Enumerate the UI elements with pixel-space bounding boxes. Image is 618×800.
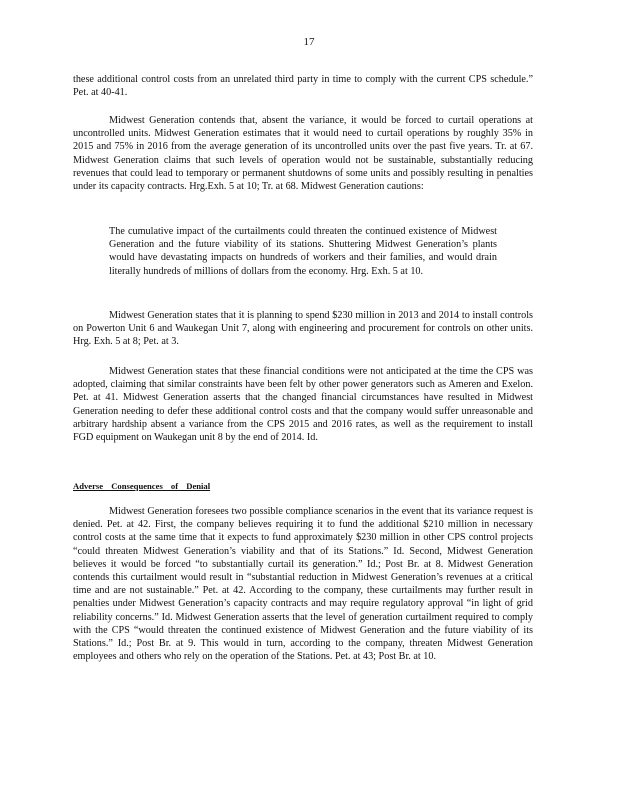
paragraph-financial-conditions: Midwest Generation states that these financial conditions were not anticipated at the time the CPS was adopted, claiming that similar constraints have been felt by other power generators such as Ameren and Exelon. Pet. at 41. Midwest Generation asserts that the changed financial circumstances have resulted in Midwest Generation needing to defer these additional control costs and that the company would suffer unreasonable and arbitrary hardship absent a variance from the CPS 2015 and 2016 rates, as well as the requirement to install FGD equipment on Waukegan unit 8 by the end of 2014. Id. xyxy=(73,366,533,444)
paragraph-compliance-scenarios: Midwest Generation foresees two possible compliance scenarios in the event that its variance request is denied. Pet. at 42. First, the company believes requiring it to fund the additional $210 million in necessary control costs at the same time that it expects to fund approximately $230 million in other CPS control projects “could threaten Midwest Generation’s viability and that of its Stations.” Id. Second, Midwest Generation believes it would be forced “to substantially curtail its generation.” Id.; Post Br. at 8. Midwest Generation contends this curtailment would result in “substantial reduction in Midwest Generation’s revenues at a critical time and are not sustainable.” Pet. at 42. According to the company, these curtailments may further result in penalties under Midwest Generation’s capacity contracts and may require regulatory approval “in light of grid reliability concerns.” Id. Midwest Generation asserts that the level of generation curtailment required to comply with the CPS “would threaten the continued existence of Midwest Generation and the future viability of its Stations.” Id.; Post Br. at 9. This would in turn, according to the company, threaten Midwest Generation employees and others who rely on the operation of the Stations. Pet. at 43; Post Br. at 10. xyxy=(73,506,533,663)
section-heading: Adverse Consequences of Denial xyxy=(73,481,211,491)
page-number: 17 xyxy=(303,36,315,48)
paragraph-planned-spending: Midwest Generation states that it is planning to spend $230 million in 2013 and 2014 to install controls on Powerton Unit 6 and Waukegan Unit 7, along with engineering and procurement for controls on other units. Hrg. Exh. 5 at 8; Pet. at 3. xyxy=(73,310,533,348)
paragraph-continuation: these additional control costs from an unrelated third party in time to comply with the current CPS schedule.” Pet. at 40-41. xyxy=(73,74,533,99)
paragraph-curtail-operations: Midwest Generation contends that, absent the variance, it would be forced to curtail operations at uncontrolled units. Midwest Generation estimates that it would need to curtail operations by roughly 35% in 2015 and 75% in 2016 from the average generation of its uncontrolled units over the past five years. Tr. at 67. Midwest Generation claims that such levels of operation would not be sustainable, substantially reducing revenues that could lead to temporary or permanent shutdowns of some units and possibly resulting in penalties under its capacity contracts. Hrg.Exh. 5 at 10; Tr. at 68. Midwest Generation cautions: xyxy=(73,115,533,193)
block-quote: The cumulative impact of the curtailments could threaten the continued existence of Midwest Generation and the future viability of its stations. Shuttering Midwest Generation’s plants would have devastating impacts on hundreds of workers and their families, and would drain literally hundreds of millions of dollars from the economy. Hrg. Exh. 5 at 10. xyxy=(109,226,497,277)
